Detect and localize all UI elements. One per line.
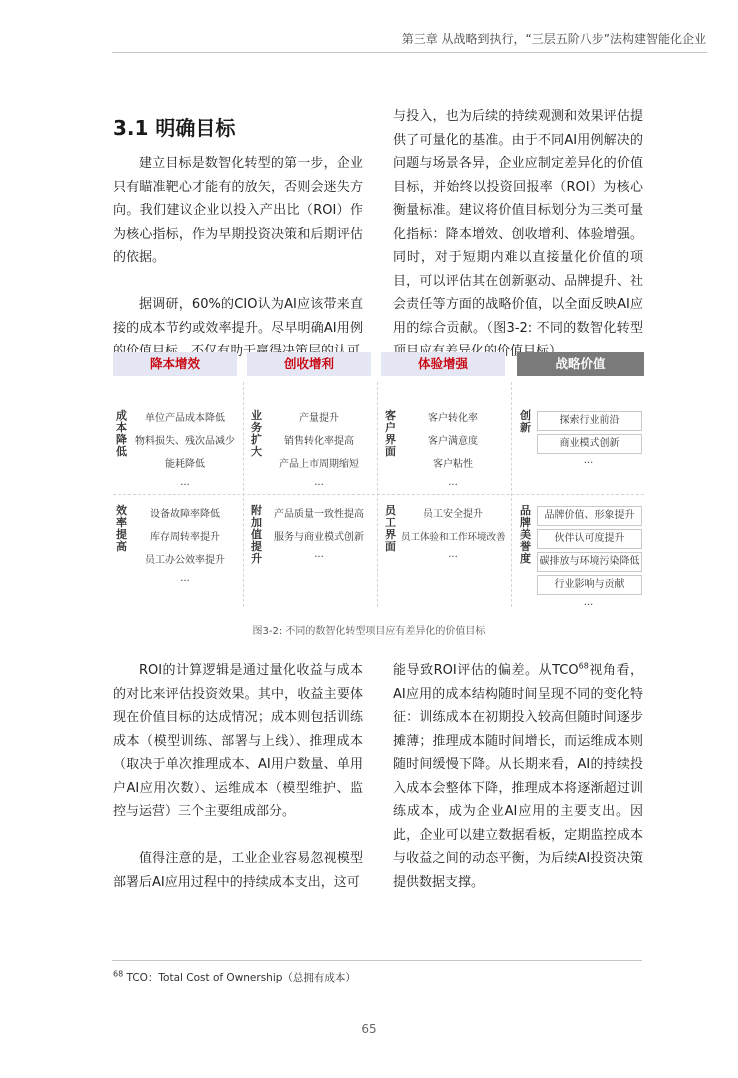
item: 客户粘性 xyxy=(433,459,473,470)
left-column-top xyxy=(113,152,363,364)
item: 行业影响与贡献 xyxy=(537,575,642,595)
left-column-bottom xyxy=(113,659,363,894)
paragraph: 值得注意的是，工业企业容易忽视模型部署后AI应用过程中的持续成本支出，这可 xyxy=(113,851,363,890)
page-number: 65 xyxy=(361,1022,377,1036)
right-column-bottom xyxy=(393,659,643,894)
footnote xyxy=(113,970,356,985)
ellipsis: ... xyxy=(583,455,594,466)
item: 员工办公效率提升 xyxy=(145,555,225,566)
footnote-divider xyxy=(112,960,642,961)
label-employee-interface: 员 工 界 面 xyxy=(385,504,396,553)
item: 库存周转率提升 xyxy=(150,532,220,543)
header-experience: 体验增强 xyxy=(381,352,505,376)
header-cost-reduction: 降本增效 xyxy=(113,352,237,376)
label-innovation: 创 新 xyxy=(520,409,531,434)
item: 单位产品成本降低 xyxy=(145,413,225,424)
ellipsis: ... xyxy=(180,573,190,584)
label-efficiency-up: 效 率 提 高 xyxy=(116,504,127,553)
value-target-figure xyxy=(113,352,644,612)
section-title: 3.1 明确目标 xyxy=(113,116,236,140)
item: 产品质量一致性提高 xyxy=(274,509,364,520)
item: 销售转化率提高 xyxy=(284,436,354,447)
item: 服务与商业模式创新 xyxy=(274,532,364,543)
label-brand-reputation: 品 牌 美 誉 度 xyxy=(520,504,531,565)
item: 商业模式创新 xyxy=(537,434,642,454)
label-customer-interface: 客 户 界 面 xyxy=(385,409,396,458)
ellipsis: ... xyxy=(448,477,458,488)
item: 客户满意度 xyxy=(428,436,478,447)
label-cost-down: 成 本 降 低 xyxy=(116,409,127,458)
item: 探索行业前沿 xyxy=(537,411,642,431)
ellipsis: ... xyxy=(583,597,594,608)
item: 碳排放与环境污染降低 xyxy=(537,552,642,572)
item: 品牌价值、形象提升 xyxy=(537,506,642,526)
item: 客户转化率 xyxy=(428,413,478,424)
item: 物料损失、残次品减少 xyxy=(135,436,235,447)
item: 伙伴认可度提升 xyxy=(537,529,642,549)
label-added-value: 附 加 值 提 升 xyxy=(251,504,262,565)
paragraph: 据调研，60%的CIO认为AI应该带来直接的成本节约或效率提升。尽早明确AI用例 助于 xyxy=(113,297,363,359)
paragraph-text: 视角看，AI应用的成本结构随时间呈现不同的变化特征：训练成本在初期投入较高但随时间逐步摊薄；推理成本随时间增长，而运维成本则随时间缓慢下降。从长期来看，AI的持续投入成本会整体下降，推理成本将逐渐超过训练成本，成为企业AI应用的主要支出。因此，企业可以建立数据看板，定期监控成本与收益之间的动态平衡，为后续AI投资决策提供数据支撑。 xyxy=(393,663,643,890)
label-business-expand: 业 务 扩 大 xyxy=(251,409,262,458)
header-divider xyxy=(112,52,707,53)
item: 设备故障率降低 xyxy=(150,509,220,520)
item: 产品上市周期缩短 xyxy=(279,459,359,470)
footnote-text: TCO：Total Cost of Ownership（总拥有成本） xyxy=(126,972,356,984)
ellipsis: ... xyxy=(314,549,324,560)
chapter-header: 第三章 从战略到执行，“三层五阶八步”法构建智能化企业 xyxy=(401,32,706,46)
right-column-top xyxy=(393,105,643,364)
paragraph-text: 能导致ROI评估的偏差。从TCO xyxy=(393,663,579,678)
figure-caption: 图3-2: 不同的数智化转型项目应有差异化的价值目标 xyxy=(252,626,486,637)
header-revenue-growth: 创收增利 xyxy=(247,352,371,376)
paragraph: 建立目标是数智化转型的第一步，企业只有瞄准靶心才能有的放矢，否则会迷失方向。我们建议企业以投入产出比（ROI）作为核心指标，作为早期投资决策和后期评估的依据。 xyxy=(113,156,363,265)
item: 产量提升 xyxy=(299,413,339,424)
header-strategic-value: 战略价值 xyxy=(517,352,644,376)
ellipsis: ... xyxy=(314,477,324,488)
ellipsis: ... xyxy=(448,549,458,560)
item: 员工体验和工作环境改善 xyxy=(401,532,506,543)
paragraph: ROI的计算逻辑是通过量化收益与成本的对比来评估投资效果。其中，收益主要体现在价值目标的达成情况；成本则包括训练成本（模型训练、部署与上线）、推理成本（取决于单次推理成本、AI用户数量、单用户AI应用次数）、运维成本（模型维护、监控与运营）三个主要组成部分。 xyxy=(113,663,363,819)
item: 员工安全提升 xyxy=(423,509,483,520)
paragraph: 与投入，也为后续的持续观测和效果评估提供了可量化的基准。由于不同AI用例解决的问题与场景各异，企业应制定差异化的价值目标，并始终以投资回报率（ROI）为核心衡量标准。建议将价值目标划分为三类可量化指标：降本增效、创收增利、体验增强。同时，对于短期内难以直接量化价值的项目，可以评估其在创新驱动、品牌提升、社会责任等方面的战略价值，以全面反映AI应用的综合贡献。（图3-2: 不同的数智化转型 价值 xyxy=(393,109,643,359)
footnote-number: 68 xyxy=(113,969,124,979)
item: 能耗降低 xyxy=(165,459,205,470)
footnote-ref[interactable]: 68 xyxy=(578,661,589,671)
ellipsis: ... xyxy=(180,477,190,488)
paragraph xyxy=(393,659,643,894)
row-divider xyxy=(113,494,644,495)
